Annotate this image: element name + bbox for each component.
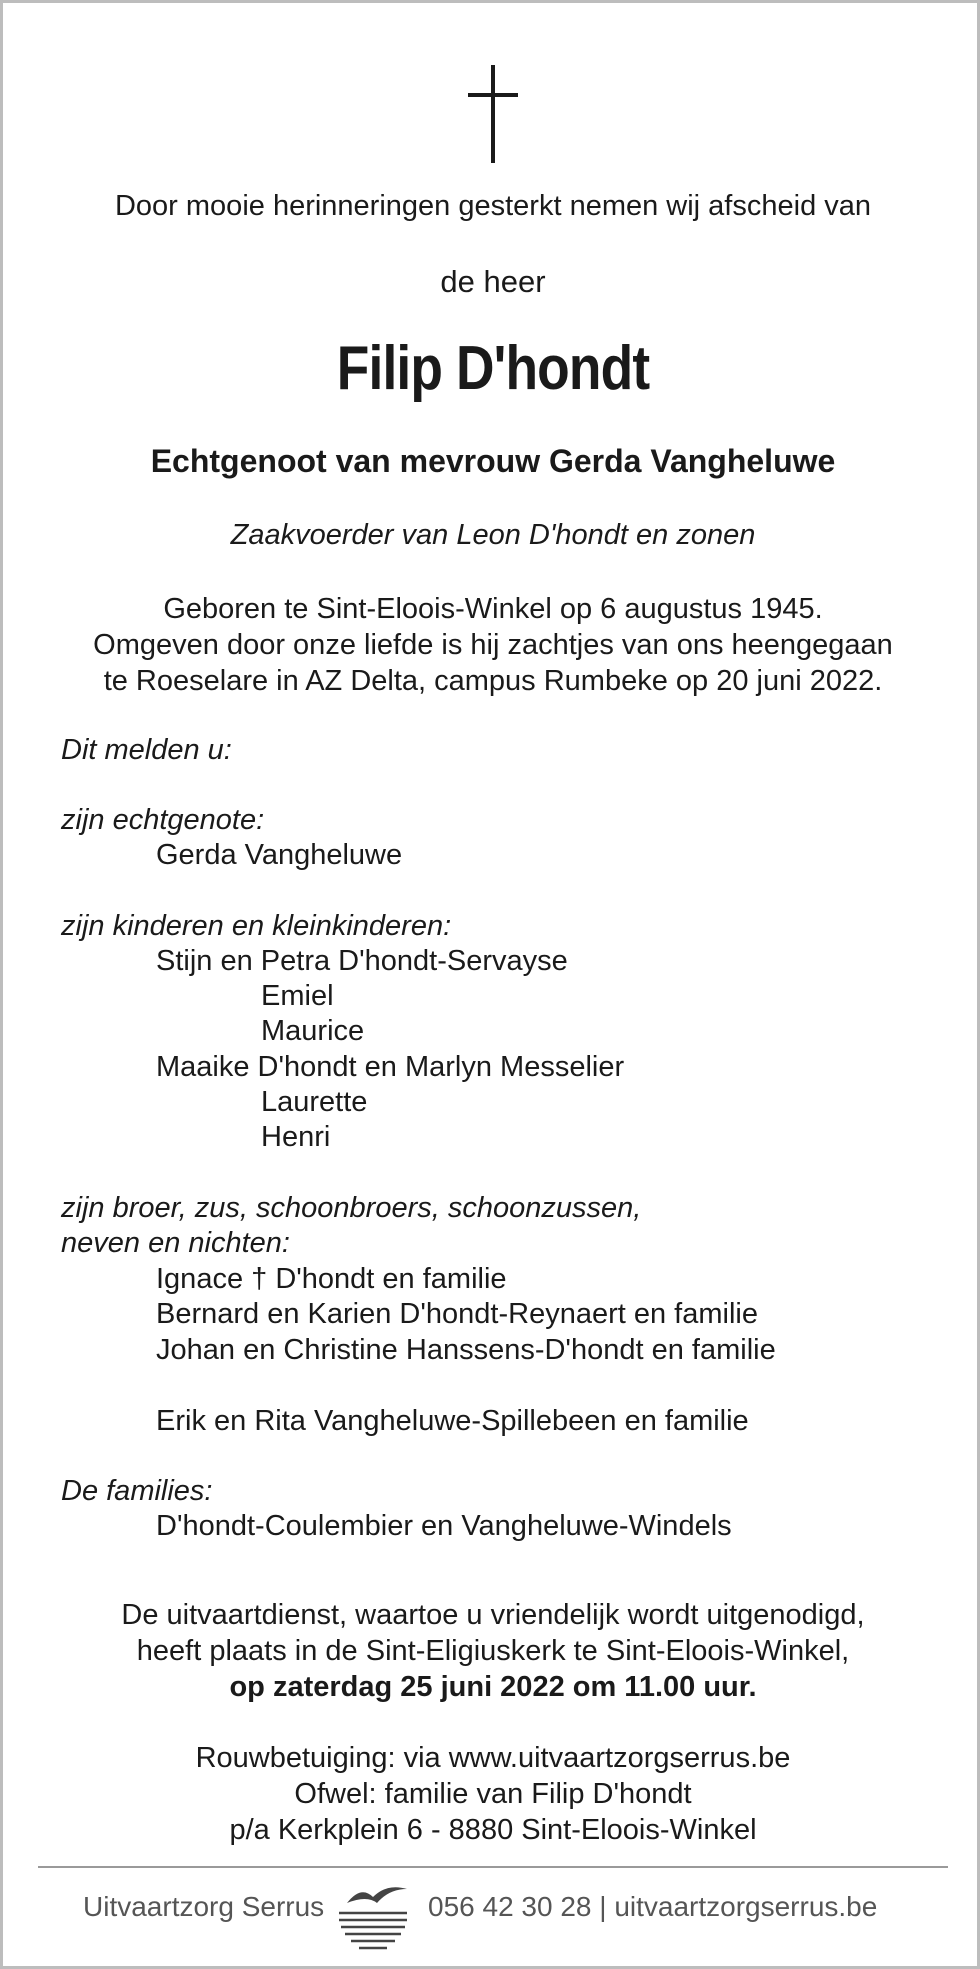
condolence-line-3: p/a Kerkplein 6 - 8880 Sint-Eloois-Winkel	[229, 1814, 757, 1846]
birth-death-info	[43, 591, 943, 699]
child-1: Stijn en Petra D'hondt-Servayse	[156, 945, 568, 977]
spouse-heading: zijn echtgenote:	[61, 804, 265, 836]
children-heading: zijn kinderen en kleinkinderen:	[61, 910, 452, 942]
sibling-3: Johan en Christine Hanssens-D'hondt en familie	[156, 1334, 776, 1366]
footer-divider	[38, 1866, 948, 1868]
title-prefix: de heer	[440, 264, 546, 299]
deceased-name: Filip D'hondt	[336, 334, 650, 403]
sibling-4: Erik en Rita Vangheluwe-Spillebeen en familie	[156, 1405, 749, 1437]
birth-line-1: Geboren te Sint-Eloois-Winkel op 6 augustus 1945.	[163, 593, 823, 625]
grandchild-4: Henri	[261, 1121, 331, 1153]
siblings-heading-2: neven en nichten:	[61, 1227, 290, 1259]
role-line: Zaakvoerder van Leon D'hondt en zonen	[230, 519, 756, 551]
grandchild-1: Emiel	[261, 980, 334, 1012]
child-2: Maaike D'hondt en Marlyn Messelier	[156, 1051, 625, 1083]
birth-line-2: Omgeven door onze liefde is hij zachtjes van ons heengegaan	[93, 629, 893, 661]
birth-line-3: te Roeselare in AZ Delta, campus Rumbeke op 20 juni 2022.	[103, 665, 883, 697]
funeral-service-info	[43, 1597, 943, 1705]
families-heading: De families:	[61, 1475, 213, 1507]
siblings-heading-1: zijn broer, zus, schoonbroers, schoonzussen,	[61, 1192, 642, 1224]
condolence-line-1: Rouwbetuiging: via www.uitvaartzorgserrus.be	[195, 1742, 791, 1774]
cross-icon	[468, 65, 518, 163]
spouse-name: Gerda Vangheluwe	[156, 839, 403, 871]
sibling-2: Bernard en Karien D'hondt-Reynaert en familie	[156, 1298, 758, 1330]
service-line-1: De uitvaartdienst, waartoe u vriendelijk wordt uitgenodigd,	[121, 1599, 865, 1631]
grandchild-2: Maurice	[261, 1015, 365, 1047]
condolence-info	[43, 1740, 943, 1848]
sibling-1: Ignace † D'hondt en familie	[156, 1263, 507, 1295]
grandchild-3: Laurette	[261, 1086, 368, 1118]
seagull-logo-icon	[333, 1875, 413, 1955]
spouse-line: Echtgenoot van mevrouw Gerda Vangheluwe	[150, 443, 836, 479]
families-names: D'hondt-Coulembier en Vangheluwe-Windels	[156, 1510, 732, 1542]
condolence-line-2: Ofwel: familie van Filip D'hondt	[294, 1778, 692, 1810]
service-line-2: heeft plaats in de Sint-Eligiuskerk te Sint-Eloois-Winkel,	[136, 1635, 850, 1667]
lead-text: Door mooie herinneringen gesterkt nemen wij afscheid van	[114, 190, 872, 222]
footer-company: Uitvaartzorg Serrus	[83, 1891, 325, 1922]
announcement-intro: Dit melden u:	[61, 734, 232, 766]
footer-phone-website: 056 42 30 28 | uitvaartzorgserrus.be	[428, 1891, 878, 1922]
service-date: op zaterdag 25 juni 2022 om 11.00 uur.	[229, 1671, 757, 1703]
